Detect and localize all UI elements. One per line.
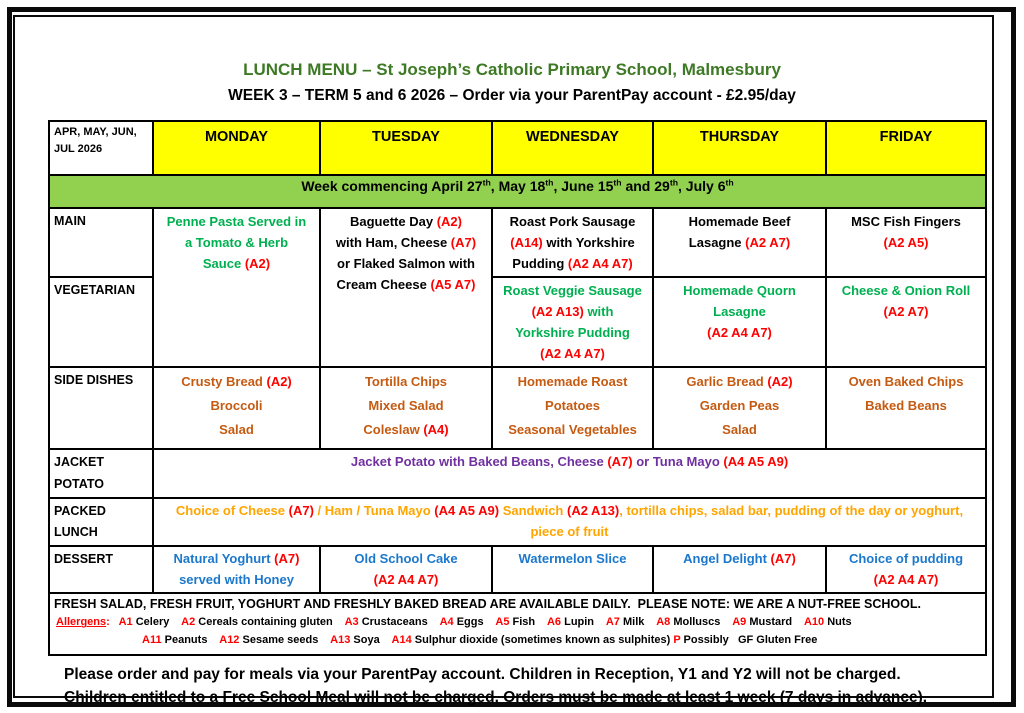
page-subtitle: WEEK 3 – TERM 5 and 6 2026 – Order via your ParentPay account - £2.95/day (228, 87, 796, 104)
day-header-thursday: THURSDAY (653, 121, 826, 175)
row-label-side-dishes: SIDE DISHES (49, 367, 153, 449)
cell-jacket-potato-all-week: Jacket Potato with Baked Beans, Cheese (A7) or Tuna Mayo (A4 A5 A9) (153, 449, 986, 498)
cell-main-tuesday: Baguette Day (A2) with Ham, Cheese (A7) or Flaked Salmon with Cream Cheese (A5 A7) (320, 208, 492, 367)
cell-side-thursday: Garlic Bread (A2) Garden Peas Salad (653, 367, 826, 449)
cell-dessert-friday: Choice of pudding (A2 A4 A7) (826, 546, 986, 593)
header-row (49, 121, 986, 175)
cell-side-friday: Oven Baked Chips Baked Beans (826, 367, 986, 449)
cell-side-tuesday: Tortilla Chips Mixed Salad Coleslaw (A4) (320, 367, 492, 449)
day-header-friday: FRIDAY (826, 121, 986, 175)
cell-main-monday: Penne Pasta Served in a Tomato & Herb Sauce (A2) (153, 208, 320, 367)
row-label-vegetarian: VEGETARIAN (49, 277, 153, 367)
cell-main-thursday: Homemade Beef Lasagne (A2 A7) (653, 208, 826, 277)
day-header-wednesday: WEDNESDAY (492, 121, 653, 175)
row-label-main: MAIN (49, 208, 153, 277)
cell-packed-lunch-all-week: Choice of Cheese (A7) / Ham / Tuna Mayo (A4 A5 A9) Sandwich (A2 A13), tortilla chips, salad bar, pudding of the day or yoghurt, piece of fruit (153, 498, 986, 547)
cell-main-friday: MSC Fish Fingers (A2 A5) (826, 208, 986, 277)
day-header-monday: MONDAY (153, 121, 320, 175)
daily-note: FRESH SALAD, FRESH FRUIT, YOGHURT AND FRESHLY BAKED BREAD ARE AVAILABLE DAILY. PLEASE NOTE: WE ARE A NUT-FREE SCHOOL. (54, 597, 921, 612)
jacket-potato-row (49, 449, 986, 498)
row-label-dessert: DESSERT (49, 546, 153, 593)
cell-vegetarian-thursday: Homemade Quorn Lasagne (A2 A4 A7) (653, 277, 826, 367)
notes-allergens-row (49, 593, 986, 655)
cell-main-wednesday: Roast Pork Sausage (A14) with Yorkshire Pudding (A2 A4 A7) (492, 208, 653, 277)
notes-allergens-cell (49, 593, 986, 655)
cell-vegetarian-friday: Cheese & Onion Roll (A2 A7) (826, 277, 986, 367)
packed-lunch-row (49, 498, 986, 547)
date-range-cell: APR, MAY, JUN, JUL 2026 (49, 121, 153, 175)
cell-dessert-monday: Natural Yoghurt (A7) served with Honey (153, 546, 320, 593)
cell-side-monday: Crusty Bread (A2) Broccoli Salad (153, 367, 320, 449)
side-dishes-row (49, 367, 986, 449)
footer-instructions (64, 663, 1024, 709)
cell-side-wednesday: Homemade Roast Potatoes Seasonal Vegetables (492, 367, 653, 449)
page-title: LUNCH MENU – St Joseph’s Catholic Primary School, Malmesbury (243, 60, 781, 79)
row-label-jacket-potato: JACKET POTATO (49, 449, 153, 498)
cell-dessert-wednesday: Watermelon Slice (492, 546, 653, 593)
footer-line-1: Please order and pay for meals via your ParentPay account. Children in Reception, Y1 and Y2 will not be charged. (64, 666, 901, 684)
footer-line-2: Children entitled to a Free School Meal will not be charged. Orders must be made at least 1 week (7 days in advance). (64, 689, 928, 707)
week-commencing-row (49, 175, 986, 208)
main-row (49, 208, 986, 277)
cell-dessert-tuesday: Old School Cake (A2 A4 A7) (320, 546, 492, 593)
cell-dessert-thursday: Angel Delight (A7) (653, 546, 826, 593)
row-label-packed-lunch: PACKED LUNCH (49, 498, 153, 547)
lunch-menu-table (48, 120, 987, 656)
week-commencing-cell: Week commencing April 27th, May 18th, June 15th and 29th, July 6th (49, 175, 986, 208)
cell-vegetarian-wednesday: Roast Veggie Sausage (A2 A13) with Yorkshire Pudding (A2 A4 A7) (492, 277, 653, 367)
allergens-key: Allergens: A1 Celery A2 Cereals containing gluten A3 Crustaceans A4 Eggs A5 Fish A6 Lupin A7 Milk A8 Molluscs A9 Mustard A10 Nuts A11 Peanuts A12 Sesame seeds A13 Soya A14 Sulphur dioxide (sometimes known as sulphites) P Possibly GF Gluten Free (56, 616, 852, 646)
dessert-row (49, 546, 986, 593)
day-header-tuesday: TUESDAY (320, 121, 492, 175)
